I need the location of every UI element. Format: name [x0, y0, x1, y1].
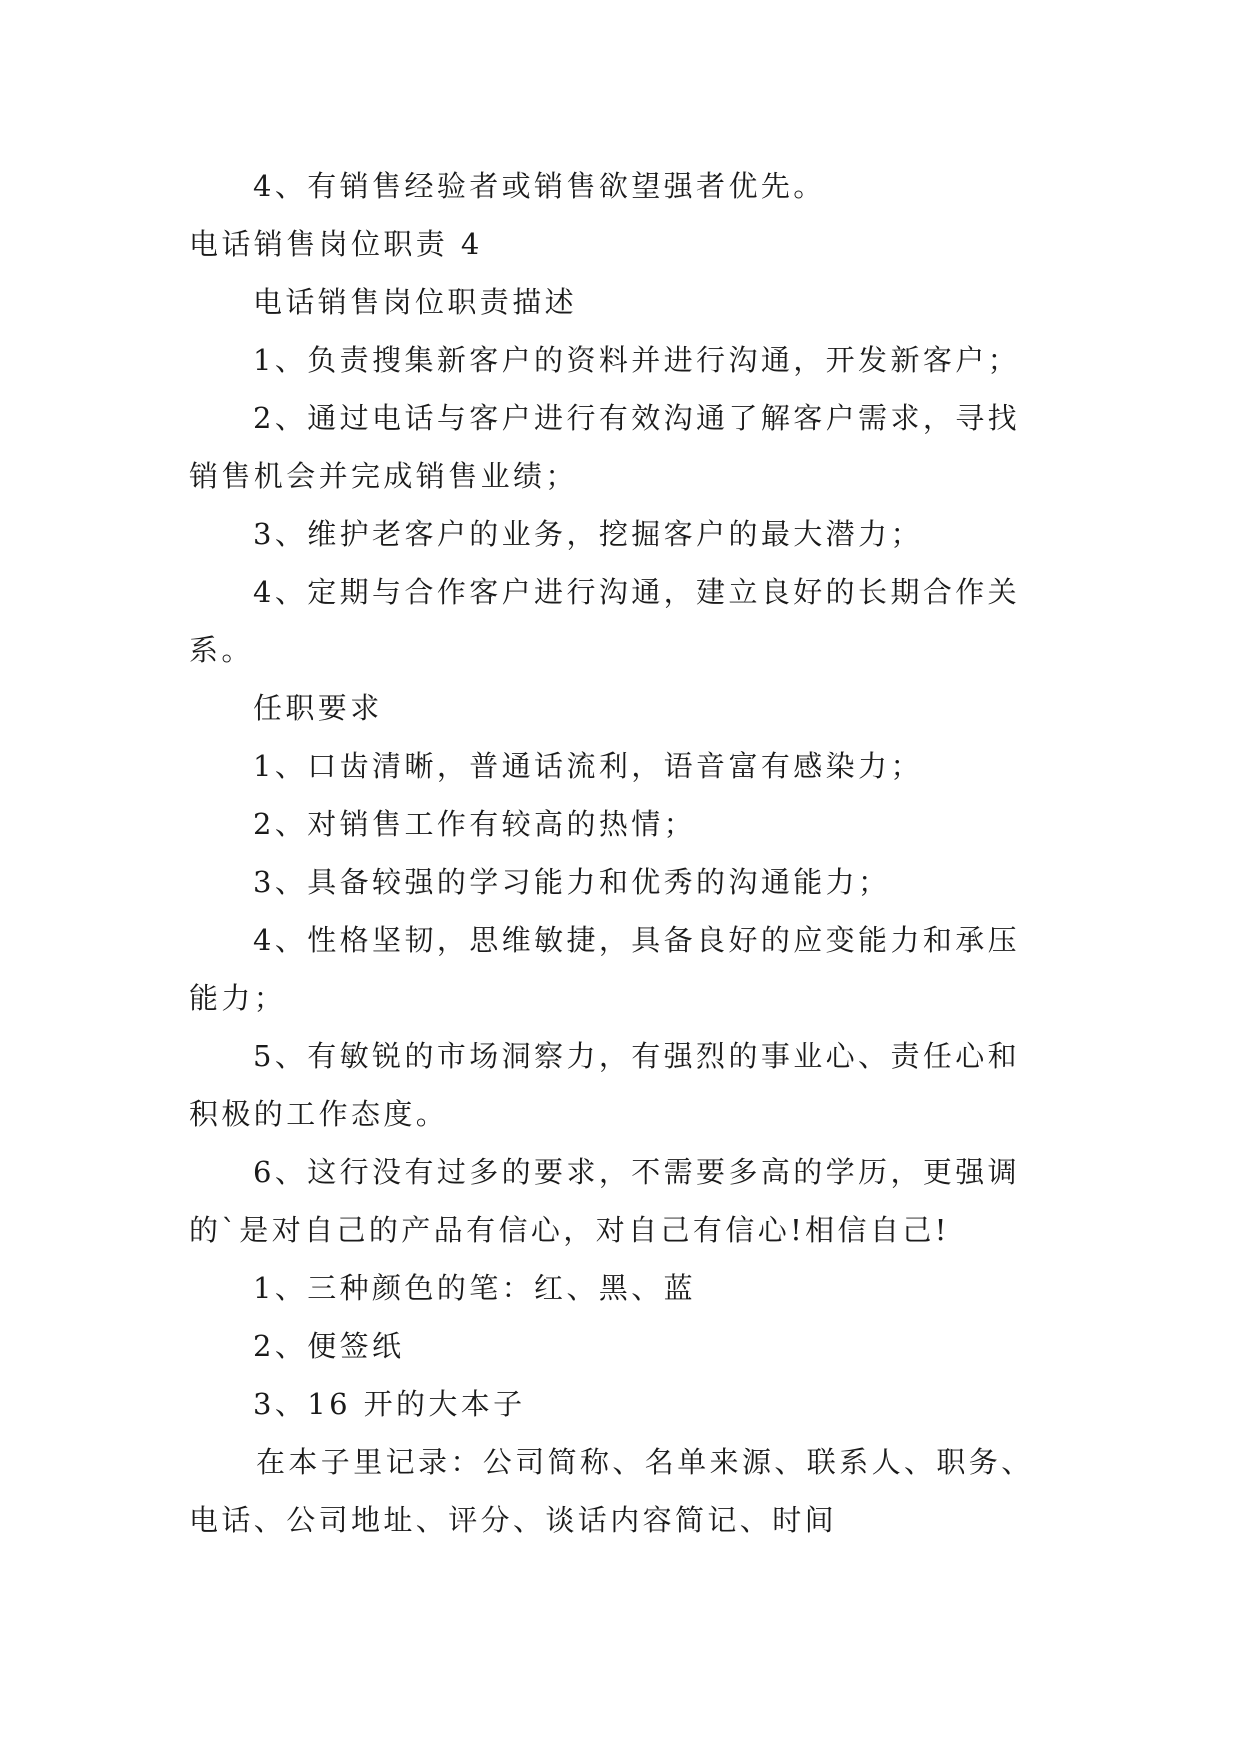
text-line: 5、有敏锐的市场洞察力，有强烈的事业心、责任心和 — [253, 1039, 1021, 1073]
text-line: 2、对销售工作有较高的热情； — [253, 807, 697, 841]
text-line: 能力； — [189, 981, 287, 1015]
text-line: 系。 — [189, 633, 254, 667]
text-line: 1、口齿清晰，普通话流利，语音富有感染力； — [253, 749, 923, 783]
text-line: 2、通过电话与客户进行有效沟通了解客户需求，寻找 — [253, 401, 1021, 435]
text-line: 在本子里记录：公司简称、名单来源、联系人、职务、 — [256, 1445, 1034, 1479]
text-line: 3、维护老客户的业务，挖掘客户的最大潜力； — [253, 517, 923, 551]
section-heading: 电话销售岗位职责 4 — [189, 227, 483, 261]
text-line: 积极的工作态度。 — [189, 1097, 449, 1131]
text-line: 4、有销售经验者或销售欲望强者优先。 — [253, 169, 826, 203]
text-line: 的`是对自己的产品有信心，对自己有信心!相信自己! — [189, 1213, 950, 1247]
text-line: 2、便签纸 — [253, 1329, 405, 1363]
text-line: 1、负责搜集新客户的资料并进行沟通，开发新客户； — [253, 343, 1021, 377]
text-line: 3、具备较强的学习能力和优秀的沟通能力； — [253, 865, 891, 899]
text-line: 3、16 开的大本子 — [253, 1387, 526, 1421]
subsection-heading: 电话销售岗位职责描述 — [253, 285, 578, 319]
text-line: 4、性格坚韧，思维敏捷，具备良好的应变能力和承压 — [253, 923, 1021, 957]
text-line: 电话、公司地址、评分、谈话内容简记、时间 — [189, 1503, 838, 1537]
subsection-heading: 任职要求 — [253, 691, 383, 725]
text-line: 销售机会并完成销售业绩； — [189, 459, 578, 493]
text-line: 6、这行没有过多的要求，不需要多高的学历，更强调 — [253, 1155, 1021, 1189]
text-line: 1、三种颜色的笔：红、黑、蓝 — [253, 1271, 697, 1305]
text-line: 4、定期与合作客户进行沟通，建立良好的长期合作关 — [253, 575, 1021, 609]
